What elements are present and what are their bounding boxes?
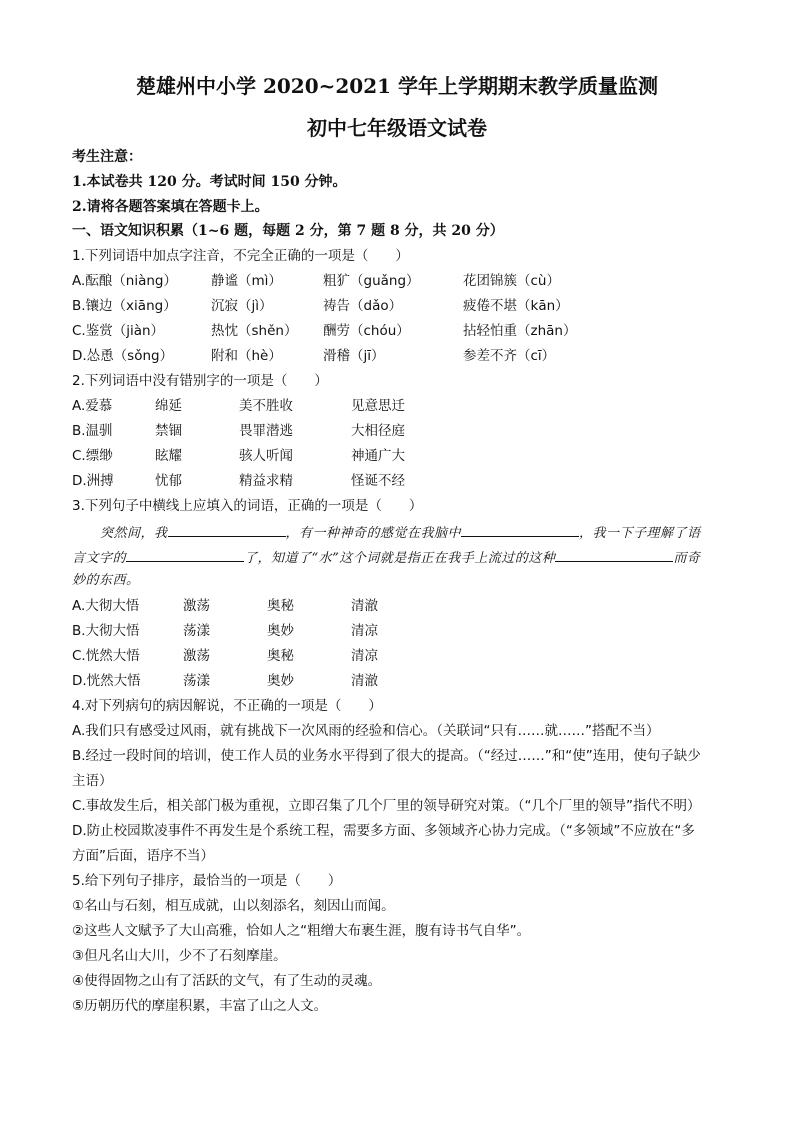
fill-blank-4 — [555, 547, 673, 562]
option-c-1: C.恍然大悟 — [72, 648, 140, 664]
passage-text: ，有一种神奇的感觉在我脑中 — [285, 526, 462, 541]
question-4-option-b: B.经过一段时间的培训，使工作人员的业务水平得到了很大的提高。（“经过……”和“使”连用，使句子缺少 — [72, 748, 701, 764]
question-4-option-d: D.防止校园欺凌事件不再发生是个系统工程，需要多方面、多领域齐心协力完成。（“多领域”不应放在“多 — [72, 823, 695, 839]
passage-text: ，我一下子理解了语 — [579, 526, 701, 541]
option-d-4: 怪诞不经 — [351, 473, 405, 489]
section-heading: 一、语文知识积累（1~6 题，每题 2 分，第 7 题 8 分，共 20 分） — [72, 223, 504, 239]
option-a-4: 花团锦簇（cù） — [463, 273, 560, 289]
option-b-3: 畏罪潜逃 — [239, 423, 293, 439]
fill-blank-2 — [461, 522, 579, 537]
option-b-2: 禁锢 — [155, 423, 182, 439]
option-b-1: B.镶边（xiāng） — [72, 298, 177, 314]
option-a-3: 奥秘 — [267, 598, 294, 614]
passage-line-2 — [72, 547, 700, 568]
option-b-2: 沉寂（jì） — [211, 298, 273, 314]
option-c-1: C.鉴赏（jiàn） — [72, 323, 165, 339]
option-a-3: 粗犷（guǎng） — [323, 273, 420, 289]
option-c-2: 激荡 — [183, 648, 210, 664]
option-d-2: 荡漾 — [183, 673, 210, 689]
question-2-stem: 2.下列词语中没有错别字的一项是（ ） — [72, 373, 328, 389]
option-a-2: 激荡 — [183, 598, 210, 614]
sentence-5: ⑤历朝历代的摩崖积累，丰富了山之人文。 — [72, 998, 328, 1014]
option-d-3: 精益求精 — [239, 473, 293, 489]
option-b-3: 祷告（dǎo） — [323, 298, 403, 314]
option-d-1: D.怂恿（sǒng） — [72, 348, 174, 364]
option-b-4: 疲倦不堪（kān） — [463, 298, 569, 314]
option-c-1: C.缥缈 — [72, 448, 113, 464]
question-4-option-c: C.事故发生后，相关部门极为重视，立即召集了几个厂里的领导研究对策。（“几个厂里的领导”指代不明） — [72, 798, 701, 814]
option-c-3: 奥秘 — [267, 648, 294, 664]
exam-subtitle: 初中七年级语文试卷 — [307, 116, 487, 140]
option-d-2: 忧郁 — [155, 473, 182, 489]
question-5-stem: 5.给下列句子排序，最恰当的一项是（ ） — [72, 873, 342, 889]
passage-line-1 — [100, 522, 701, 543]
fill-blank-3 — [126, 547, 244, 562]
passage-line-3: 妙的东西。 — [72, 573, 140, 588]
sentence-4: ④使得固物之山有了活跃的文气，有了生动的灵魂。 — [72, 973, 382, 989]
option-a-3: 美不胜收 — [239, 398, 293, 414]
option-d-4: 参差不齐（cī） — [463, 348, 556, 364]
passage-text: 而奇 — [673, 551, 701, 566]
sentence-2: ②这些人文赋予了大山高雅，恰如人之“粗缯大布裹生涯，腹有诗书气自华”。 — [72, 923, 531, 939]
passage-text: 言文字的 — [72, 551, 127, 566]
option-d-3: 奥妙 — [267, 673, 294, 689]
question-4-option-d-cont: 方面”后面，语序不当） — [72, 848, 214, 864]
option-b-1: B.大彻大悟 — [72, 623, 140, 639]
option-d-2: 附和（hè） — [211, 348, 282, 364]
question-4-stem: 4.对下列病句的病因解说，不正确的一项是（ ） — [72, 698, 382, 714]
option-c-4: 拈轻怕重（zhān） — [463, 323, 577, 339]
option-a-4: 清澈 — [351, 598, 378, 614]
option-a-1: A.爱慕 — [72, 398, 113, 414]
question-1-stem: 1.下列词语中加点字注音，不完全正确的一项是（ ） — [72, 248, 409, 264]
passage-text: 突然间，我 — [100, 526, 168, 541]
option-a-1: A.酝酿（niàng） — [72, 273, 177, 289]
option-c-3: 酬劳（chóu） — [323, 323, 410, 339]
fill-blank-1 — [168, 522, 286, 537]
option-d-1: D.洲搏 — [72, 473, 114, 489]
option-b-4: 大相径庭 — [351, 423, 405, 439]
question-4-option-a: A.我们只有感受过风雨，就有挑战下一次风雨的经验和信心。（关联词“只有……就……”搭配不当） — [72, 723, 660, 739]
option-a-4: 见意思迁 — [351, 398, 405, 414]
option-b-4: 清凉 — [351, 623, 378, 639]
option-c-2: 眩耀 — [155, 448, 182, 464]
notice-heading: 考生注意： — [72, 149, 142, 165]
notice-item-1: 1.本试卷共 120 分。考试时间 150 分钟。 — [72, 174, 347, 190]
sentence-1: ①名山与石刻，相互成就，山以刻添名，刻因山而闻。 — [72, 898, 395, 914]
option-b-1: B.温驯 — [72, 423, 113, 439]
option-b-2: 荡漾 — [183, 623, 210, 639]
option-d-3: 滑稽（jī） — [323, 348, 385, 364]
option-d-4: 清澈 — [351, 673, 378, 689]
option-d-1: D.恍然大悟 — [72, 673, 141, 689]
option-c-4: 清凉 — [351, 648, 378, 664]
option-a-2: 绵延 — [155, 398, 182, 414]
exam-title: 楚雄州中小学 2020~2021 学年上学期期末教学质量监测 — [135, 74, 658, 98]
option-a-1: A.大彻大悟 — [72, 598, 140, 614]
notice-item-2: 2.请将各题答案填在答题卡上。 — [72, 199, 269, 215]
option-a-2: 静谧（mì） — [211, 273, 282, 289]
option-b-3: 奥妙 — [267, 623, 294, 639]
sentence-3: ③但凡名山大川，少不了石刻摩崖。 — [72, 948, 287, 964]
option-c-2: 热忱（shěn） — [211, 323, 298, 339]
option-c-3: 骇人听闻 — [239, 448, 293, 464]
question-4-option-b-cont: 主语） — [72, 773, 113, 789]
passage-text: 了，知道了“水”这个词就是指正在我手上流过的这种 — [244, 551, 556, 566]
option-c-4: 神通广大 — [351, 448, 405, 464]
question-3-stem: 3.下列句子中横线上应填入的词语，正确的一项是（ ） — [72, 498, 423, 514]
